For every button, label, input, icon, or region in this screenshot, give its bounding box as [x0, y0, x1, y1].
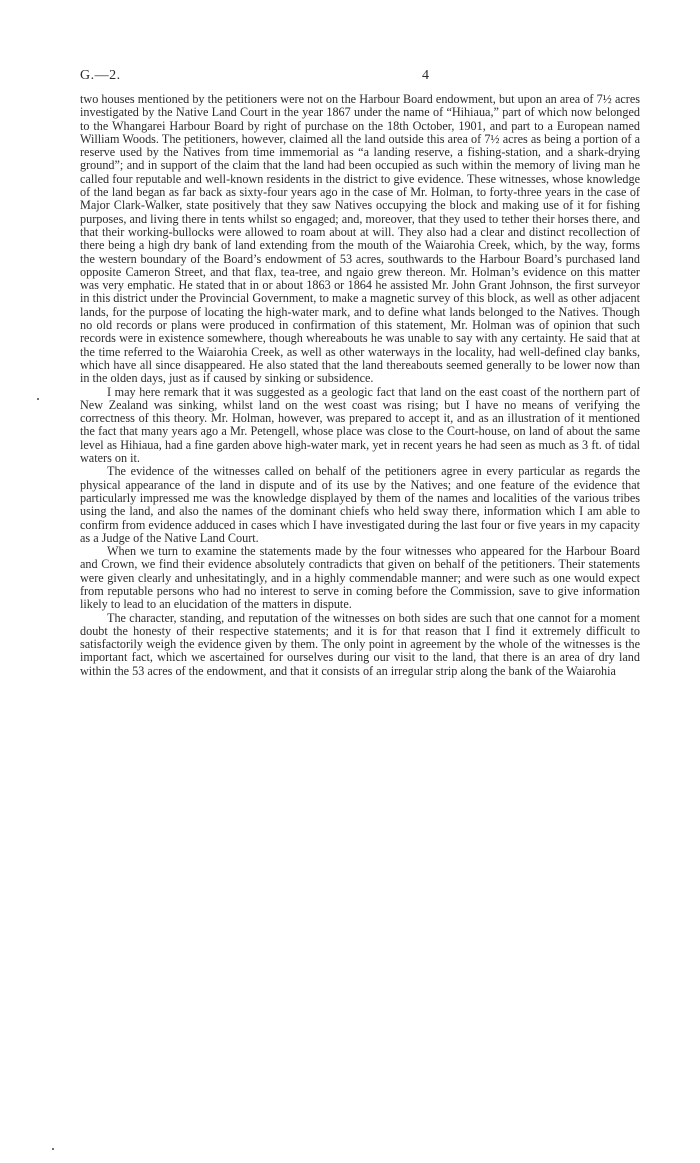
paragraph: When we turn to examine the statements made by the four witnesses who appeared for the Harbour Board and Crown, we find their evidence absolutely contradicts that given on behalf of the petitioners. Their statements were given clearly and unhesitatingly, and in a highly commendable manner; and were such as one would expect from reputable persons who had no interest to serve in coming before the Commission, save to give information likely to lead to an elucidation of the matters in dispute.: [80, 544, 640, 612]
body-text: [80, 93, 640, 678]
paragraph: The evidence of the witnesses called on behalf of the petitioners agree in every particular as regards the physical appearance of the land in dispute and of its use by the Natives; and one feature of the evidence that particularly impressed me was the knowledge displayed by them of the names and localities of the various tribes using the land, and also the names of the dominant chiefs who held sway there, information which I am able to confirm from evidence adduced in cases which I have investigated during the last four or five years in my capacity as a Judge of the Native Land Court.: [80, 464, 640, 545]
paragraph: I may here remark that it was suggested as a geologic fact that land on the east coast of the northern part of New Zealand was sinking, whilst land on the west coast was rising; but I have no means of verifying the correctness of this theory. Mr. Holman, however, was prepared to accept it, and as an illustration of it mentioned the fact that many years ago a Mr. Petengell, whose place was close to the Court-house, on land of about the same level as Hihiaua, had a fine garden above high-water mark, yet in recent years he had seen as much as 3 ft. of tidal waters on it.: [80, 384, 640, 466]
paragraph-continued: two houses mentioned by the petitioners were not on the Harbour Board endowment, but upon an area of 7½ acres investigated by the Native Land Court in the year 1867 under the name of “Hihiaua,” part of which now belonged to the Whangarei Harbour Board by right of purchase on the 18th October, 1901, and part to a European named William Woods. The petitioners, however, claimed all the land outside this area of 7½ acres as being a portion of a reserve used by the Natives from time immemorial as “a landing reserve, a fishing-station, and a shark-drying ground”; and in support of the claim that the land had been occupied as such within the memory of living man he called four reputable and well-known residents in the district to give evidence. These witnesses, whose knowledge of the land began as far back as sixty-four years ago in the case of Mr. Holman, to forty-three years in the case of Major Clark-Walker, state positively that they saw Natives occupying the block and making use of it for fishing purposes, and living there in tents whilst so engaged; and, moreover, that they used to tether their horses there, and that their working-bullocks were allowed to roam about at will. They also had a clear and distinct recollection of there being a high dry bank of land extending from the mouth of the Waiarohia Creek, which, by the way, forms the western boundary of the Board’s endowment of 53 acres, southwards to the Harbour Board’s purchased land opposite Cameron Street, and that flax, tea-tree, and ngaio grew thereon. Mr. Holman’s evidence on this matter was very emphatic. He stated that in or about 1863 or 1864 he assisted Mr. John Grant Johnson, the first surveyor in this district under the Provincial Government, to make a magnetic survey of this block, as well as other adjacent lands, for the purpose of locating the high-water mark, and to define what lands belonged to the Natives. Though no old records or plans were produced in confirmation of this statement, Mr. Holman was of opinion that such records were in existence somewhere, though whereabouts he was unable to say with any certainty. He said that at the time referred to the Waiarohia Creek, as well as other waterways in the locality, had well-defined clay banks, which have all since disappeared. He also stated that the land thereabouts seemed generally to be lower now than in the olden days, just as if caused by sinking or subsidence.: [80, 92, 640, 386]
page-number: 4: [422, 68, 429, 83]
document-reference: G.—2.: [80, 68, 121, 83]
margin-speck: [52, 1148, 54, 1150]
paragraph: The character, standing, and reputation of the witnesses on both sides are such that one cannot for a moment doubt the honesty of their respective statements; and it is for that reason that I find it extremely difficult to satisfactorily weigh the evidence given by them. The only point in agreement by the whole of the witnesses is the important fact, which we ascertained for ourselves during our visit to the land, that there is an area of dry land within the 53 acres of the endowment, and that it consists of an irregular strip along the bank of the Waiarohia: [80, 610, 640, 678]
page-header: [80, 68, 640, 90]
margin-speck: [37, 398, 39, 400]
